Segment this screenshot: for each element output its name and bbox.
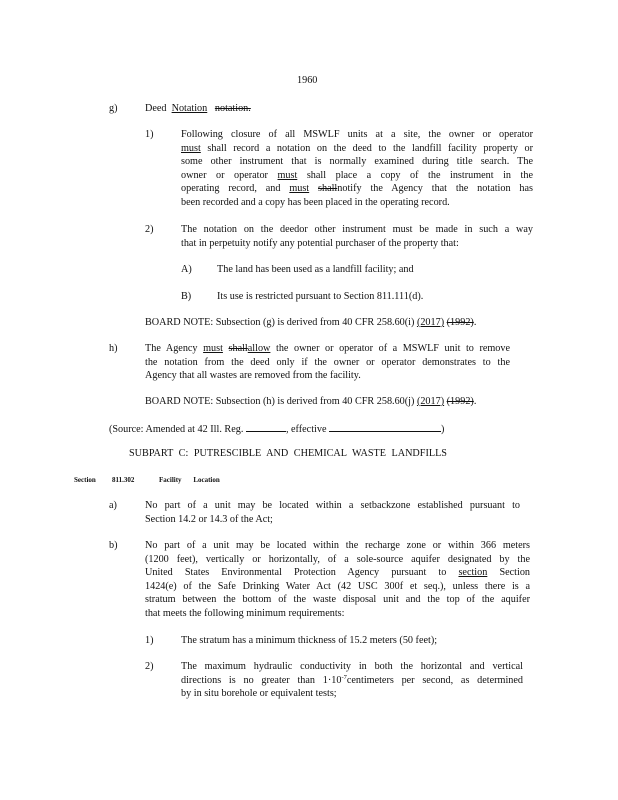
exponent: -7: [341, 673, 347, 681]
source-text: ): [441, 424, 445, 435]
item-g2-number: 2): [145, 224, 154, 235]
item-b2-text: [181, 660, 523, 701]
line: been recorded and a copy has been placed in the operating record.: [181, 196, 450, 208]
heading-text: Deed: [145, 103, 167, 114]
note-text: BOARD NOTE: Subsection (g) is derived from 40 CFR 258.60(i): [145, 317, 415, 328]
section-title: [159, 476, 220, 484]
inserted-text: section: [458, 567, 488, 579]
line: Following closure of all MSWLF units at a site, the owner or operator: [181, 129, 533, 140]
line: The maximum hydraulic conductivity in both the horizontal and vertical: [181, 661, 523, 672]
title-word: Location: [193, 476, 220, 484]
source-text: (Source: Amended at 42 Ill. Reg.: [109, 424, 244, 435]
subsection-h-text: [145, 342, 510, 383]
deleted-text: shall: [228, 343, 248, 354]
line: (1200 feet), vertically or horizontally, of a sole-source aquifer designated by the: [145, 553, 530, 565]
text: United States Environmental Protection Agency pursuant to: [145, 567, 447, 579]
deleted-text: (1992): [446, 317, 474, 328]
subsection-h-label: h): [109, 343, 118, 354]
inserted-text: must: [289, 183, 310, 195]
inserted-text: must: [181, 142, 201, 154]
subsection-g-label: g): [109, 103, 118, 114]
subsection-a-label: a): [109, 500, 117, 511]
item-g1-number: 1): [145, 129, 154, 140]
line: Agency that all wastes are removed from the facility.: [145, 370, 361, 382]
item-b1-number: 1): [145, 635, 154, 646]
line: the notation from the deed only if the owner or operator demonstrates to the: [145, 356, 510, 368]
note-end: .: [473, 396, 477, 407]
source-text: , effective: [285, 424, 327, 435]
source-line: [109, 421, 444, 437]
item-b2-number: 2): [145, 661, 154, 672]
line: 1424(e) of the Safe Drinking Water Act (42 USC 300f et seq.), unless there is a: [145, 580, 530, 592]
item-g2-text: [181, 223, 533, 250]
subsection-b-label: b): [109, 540, 118, 551]
inserted-text: Notation: [171, 103, 208, 114]
text: Section: [499, 567, 531, 579]
line: [181, 674, 523, 688]
line: [181, 142, 533, 156]
line: [145, 342, 510, 356]
inserted-text: (2017): [416, 396, 445, 407]
text: notify the Agency that the notation has: [337, 183, 534, 195]
text: centimeters per second, as determined: [346, 674, 523, 686]
line: that in perpetuity notify any potential purchaser of the property that:: [181, 237, 459, 249]
board-note-h: [145, 395, 476, 409]
text: The Agency: [145, 343, 198, 354]
page-number: 1960: [297, 75, 318, 86]
note-text: BOARD NOTE: Subsection (h) is derived from 40 CFR 258.60(j): [145, 396, 415, 407]
text: operating record, and: [181, 183, 281, 195]
line: [181, 169, 533, 183]
inserted-text: (2017): [416, 317, 445, 328]
board-note-g: [145, 316, 476, 330]
text: directions is no greater than 1·10: [181, 674, 342, 686]
note-end: .: [473, 317, 477, 328]
line: [145, 566, 530, 580]
line: stratum between the bottom of the waste disposal unit and the top of the aquifer: [145, 594, 530, 606]
line: No part of a unit may be located within a setbackzone established pursuant to: [145, 500, 520, 511]
item-g2-A-text: The land has been used as a landfill facility; and: [217, 264, 414, 275]
deleted-text: notation.: [214, 103, 251, 114]
line: No part of a unit may be located within the recharge zone or within 366 meters: [145, 540, 530, 551]
title-word: Facility: [159, 476, 182, 484]
item-b1-text: The stratum has a minimum thickness of 15.2 meters (50 feet);: [181, 635, 438, 646]
section-number: 811.302: [112, 476, 135, 484]
inserted-text: must: [203, 343, 223, 354]
inserted-text: must: [277, 169, 298, 181]
subsection-b-text: [145, 539, 530, 621]
text: shall record a notation on the deed to the landfill facility property or: [207, 142, 533, 154]
item-g2-B-text: Its use is restricted pursuant to Section 811.111(d).: [217, 291, 424, 302]
blank-line: [329, 421, 441, 432]
item-g2-A-label: A): [181, 264, 192, 275]
deleted-text: (1992): [446, 396, 474, 407]
text: the owner or operator of a MSWLF unit to remove: [275, 343, 511, 354]
blank-line: [246, 421, 286, 432]
subpart-heading: SUBPART C: PUTRESCIBLE AND CHEMICAL WASTE LANDFILLS: [129, 448, 447, 459]
line: The notation on the deedor other instrument must be made in such a way: [181, 224, 533, 235]
deleted-text: shall: [318, 183, 338, 195]
line: by in situ borehole or equivalent tests;: [181, 688, 337, 700]
inserted-text: allow: [247, 343, 271, 354]
text: owner or operator: [181, 169, 268, 181]
item-g1-text: [181, 128, 533, 210]
line: Section 14.2 or 14.3 of the Act;: [145, 513, 273, 525]
line: [181, 182, 533, 196]
line: that meets the following minimum requirements:: [145, 607, 345, 619]
text: shall place a copy of the instrument in the: [306, 169, 534, 181]
subsection-a-text: [145, 499, 520, 526]
subsection-g-heading: [145, 102, 251, 116]
section-label: Section: [74, 476, 96, 484]
item-g2-B-label: B): [181, 291, 192, 302]
line: some other instrument that is normally examined during title search. The: [181, 156, 533, 168]
